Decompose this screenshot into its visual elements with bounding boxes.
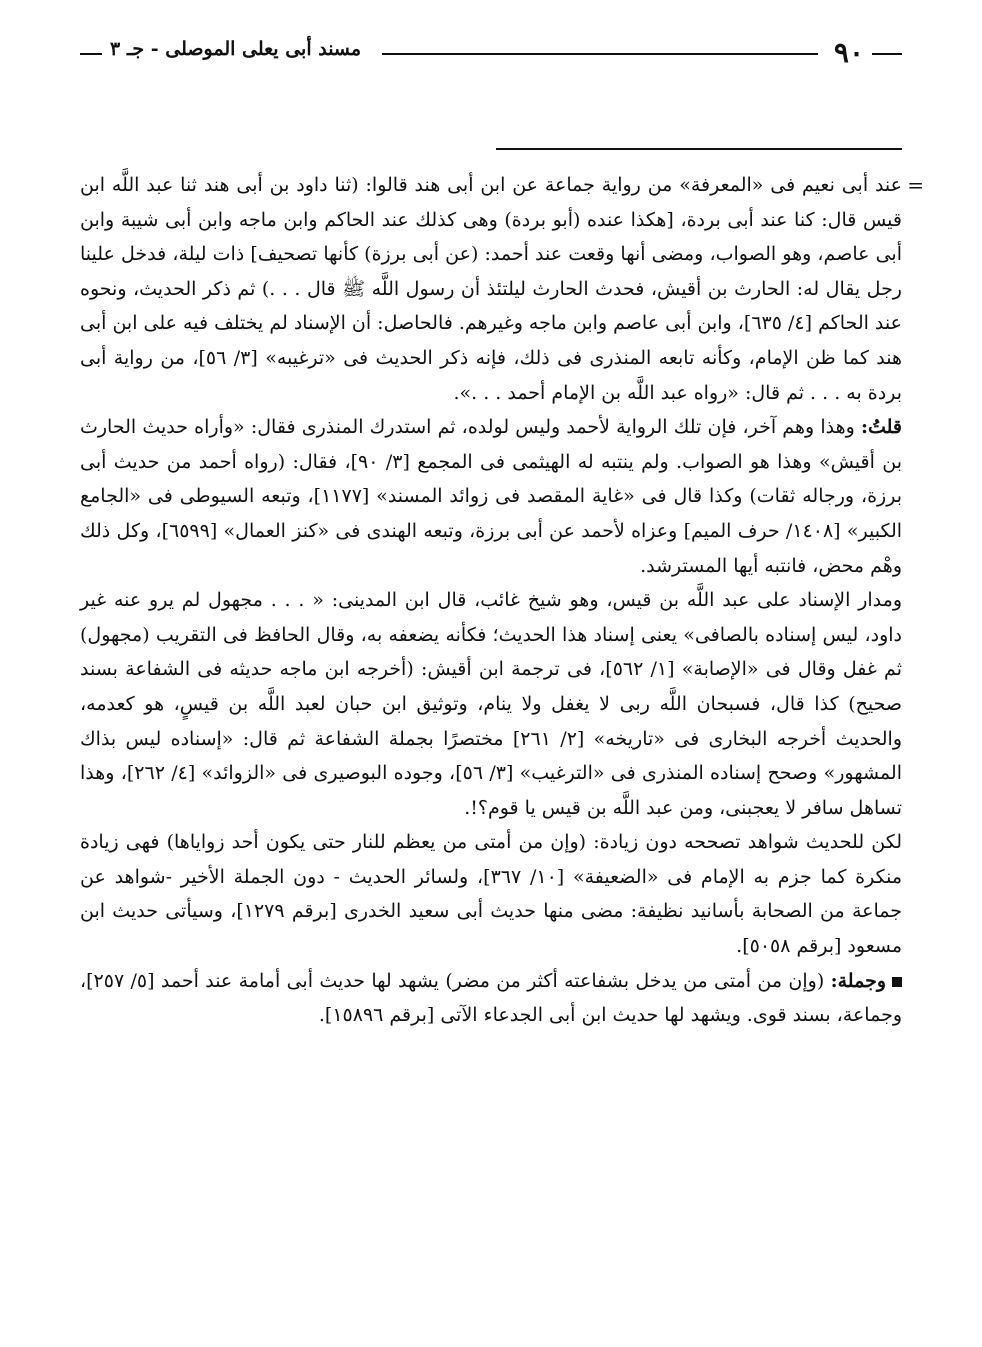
footnote-paragraph <box>80 825 902 963</box>
footnote-paragraph <box>80 168 924 410</box>
running-title: مسند أبى يعلى الموصلى - جـ ٣ <box>110 38 362 60</box>
paragraph-text: (وإن من أمتى من يدخل بشفاعته أكثر من مضر) يشهد لها حديث أبى أمامة عند أحمد [٥/ ٢٥٧]، وجماعة، بسند قوى. ويشهد لها حديث ابن أبى الجدعاء الآتى [برقم ١٥٨٩٦]. <box>80 969 902 1027</box>
square-bullet-icon <box>892 977 902 987</box>
continuation-mark: = <box>907 173 924 197</box>
footnote-paragraph <box>80 583 902 825</box>
footnote-body <box>80 168 924 1033</box>
running-header <box>80 38 902 68</box>
paragraph-text: ومدار الإسناد على عبد اللَّه بن قيس، وهو شيخ غائب، قال ابن المدينى: « . . . مجهول لم يرو عنه غير داود، ليس إسناده بالصافى» يعنى إسناد هذا الحديث؛ فكأنه يضعفه به، وقال الحافظ فى التقريب (مجهول) ثم غفل وقال فى «الإصابة» [١/ ٥٦٢]، فى ترجمة ابن أقيش: (أخرجه ابن ماجه حديثه فى الشفاعة بسند صحيح) كذا قال، فسبحان اللَّه ربى لا يغفل ولا ينام، وتوثيق ابن حبان لعبد اللَّه بن قيسٍ، هو كعدمه، والحديث أخرجه البخارى فى «تاريخه» [٢/ ٢٦١] مختصرًا بجملة الشفاعة ثم قال: «إسناده ليس بذاك المشهور» وصحح إسناده المنذرى فى «الترغيب» [٣/ ٥٦]، وجوده البوصيرى فى «الزوائد» [٤/ ٢٦٢]، وهذا تساهل سافر لا يعجبنى، ومن عبد اللَّه بن قيس يا قوم؟!. <box>80 589 902 819</box>
footnote-paragraph <box>80 964 902 1033</box>
paragraph-lead: قلتُ: <box>860 416 902 439</box>
header-rule-right <box>872 53 902 55</box>
paragraph-text: لكن للحديث شواهد تصححه دون زيادة: (وإن من أمتى من يعظم للنار حتى يكون أحد زواياها) فهى زيادة منكرة كما جزم به الإمام فى «الضعيفة» [١٠/ ٣٦٧]، ولسائر الحديث - دون الجملة الأخير -شواهد عن جماعة من الصحابة بأسانيد نظيفة: مضى منها حديث أبى سعيد الخدرى [برقم ١٢٧٩]، وسيأتى حديث ابن مسعود [برقم ٥٠٥٨]. <box>80 831 902 958</box>
header-rule-middle <box>382 53 818 55</box>
footnote-separator <box>496 148 902 150</box>
paragraph-lead: وجملة: <box>830 969 886 992</box>
footnote-paragraph <box>80 410 902 583</box>
header-rule-left <box>80 53 102 55</box>
paragraph-text: عند أبى نعيم فى «المعرفة» من رواية جماعة عن ابن أبى هند قالوا: (ثنا داود بن أبى هند ثنا عبد اللَّه ابن قيس قال: كنا عند أبى بردة، [هكذا عنده (أبو بردة) وهى كذلك عند الحاكم وابن ماجه وابن أبى شيبة وابن أبى عاصم، وهو الصواب، ومضى أنها وقعت عند أحمد: (عن أبى برزة) كأنها تصحيف] ذات ليلة، فدخل علينا رجل يقال له: الحارث بن أقيش، فحدث الحارث ليلتئذ أن رسول اللَّه ﷺ قال . . .) ثم ذكر الحديث، ونحوه عند الحاكم [٤/ ٦٣٥]، وابن أبى عاصم وابن ماجه وغيرهم. فالحاصل: أن الإسناد لم يختلف فيه على ابن أبى هند كما ظن الإمام، وكأنه تابعه المنذرى فى ذلك، فإنه ذكر الحديث فى «ترغيبه» [٣/ ٥٦]، من رواية أبى بردة به . . . ثم قال: «رواه عبد اللَّه بن الإمام أحمد . . .». <box>80 174 903 404</box>
paragraph-text: وهذا وهم آخر، فإن تلك الرواية لأحمد وليس لولده، ثم استدرك المنذرى فقال: «وأراه حديث الحارث بن أقيش» وهذا هو الصواب. ولم ينتبه له الهيثمى فى المجمع [٣/ ٩٠]، فقال: (رواه أحمد من حديث أبى برزة، ورجاله ثقات) وكذا قال فى «غاية المقصد فى زوائد المسند» [١١٧٧]، وتبعه السيوطى فى «الجامع الكبير» [١٤٠٨/ حرف الميم] وعزاه لأحمد عن أبى برزة، وتبعه الهندى فى «كنز العمال» [٦٥٩٩]، وكل ذلك وهْم محض، فانتبه أيها المسترشد. <box>80 416 903 577</box>
page-number: ٩٠ <box>833 36 864 69</box>
